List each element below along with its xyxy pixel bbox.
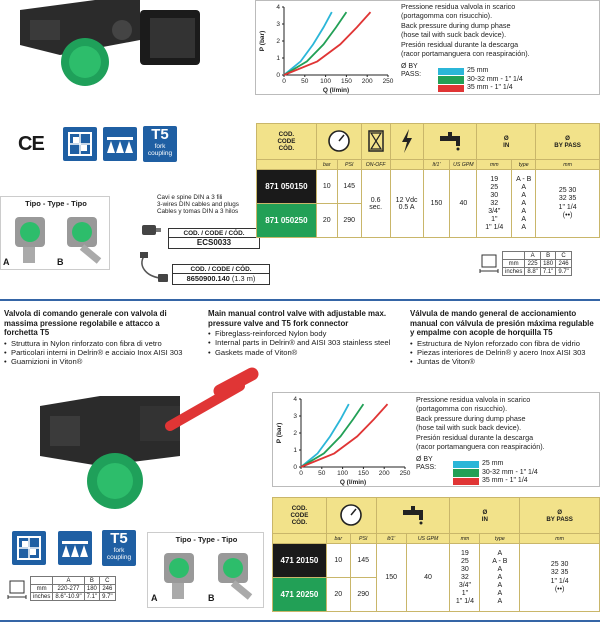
- electric-valve-photo: [0, 0, 235, 100]
- sub-type-b: type: [480, 534, 520, 544]
- series-line-2: [301, 404, 363, 467]
- x-tick-label: 200: [361, 78, 373, 85]
- code-8650900: 8650900.140: [186, 274, 230, 283]
- t5-sub1: fork: [154, 143, 166, 150]
- bypass-legend-bottom: [416, 456, 538, 486]
- code-ecs0033: ECS0033: [196, 238, 232, 247]
- t5-sub2-b: coupling: [106, 554, 132, 561]
- hdr-bypass: Ø BY PASS: [536, 124, 600, 160]
- y-axis-label: P (bar): [276, 422, 283, 444]
- sub-volt: [390, 160, 423, 170]
- dimension-diagram-icon-bottom: [6, 579, 30, 603]
- bypass-30: 30-32 mm - 1" 1/4: [467, 75, 523, 83]
- code-47120250: 471 20250: [273, 578, 327, 612]
- sub-mm-b: mm: [450, 534, 480, 544]
- y-tick-label: 2: [276, 38, 280, 45]
- item-en-1: • Fibreglass-reinforced Nylon body: [208, 329, 404, 338]
- sub-bypass-mm: mm: [536, 160, 600, 170]
- sub-bar: bar: [316, 160, 337, 170]
- title-es: Válvula de mando general de accionamiento manual con válvula de presión máxima regulable y empalme con acople de horquilla T5: [410, 309, 594, 338]
- code-box-cable1: [168, 228, 260, 249]
- title-en: Main manual control valve with adjustable max. pressure valve and T5 fork connector: [208, 309, 387, 328]
- bypass-30-b: 30-32 mm - 1" 1/4: [482, 468, 538, 476]
- x-tick-label: 50: [301, 78, 309, 85]
- psi-1: 145: [337, 170, 361, 204]
- pressure-flow-chart-top: [255, 0, 600, 95]
- y-tick-label: 0: [293, 464, 297, 471]
- legend-it-1-b: Pressione residua valvola in scarico: [416, 395, 531, 404]
- manometer-icon: [316, 124, 361, 160]
- tipo-b: B: [57, 257, 64, 267]
- item-en-2: • Internal parts in Delrin® and AISI 303 stainless steel: [208, 338, 404, 347]
- bar-2: 20: [316, 204, 337, 238]
- bypass-cell-b: 25 30 32 35 1" 1/4 (••): [520, 544, 600, 612]
- legend-it-2-b: (portagomma con risucchio).: [416, 403, 508, 413]
- chart-svg-top: [256, 1, 396, 96]
- code-label-1: COD. / CODE / CÓD.: [169, 229, 259, 238]
- y-tick-label: 0: [276, 72, 280, 79]
- section-separator: [0, 299, 600, 301]
- gpm-cell-b: 40: [406, 544, 450, 612]
- bypass-legend-top: [401, 63, 523, 93]
- cable-note-it: Cavi e spine DIN a 3 fili: [157, 194, 223, 201]
- lightning-icon: [390, 124, 423, 160]
- psi-1-b: 145: [350, 544, 376, 578]
- hdr-cod-b: COD. CODE CÓD.: [273, 498, 327, 534]
- item-it-3: • Guarnizioni in Viton®: [4, 357, 194, 366]
- x-axis-label: Q (l/min): [322, 87, 350, 94]
- item-es-3: • Juntas de Viton®: [410, 357, 600, 366]
- x-tick-label: 150: [340, 78, 352, 85]
- y-tick-label: 3: [293, 413, 297, 420]
- t5-label-b: T5: [110, 530, 128, 547]
- legend-en-1-b: Back pressure during dump phase: [416, 414, 526, 423]
- manometer-icon-b: [326, 498, 376, 534]
- cable-plug-icon: [138, 252, 170, 286]
- t5-fork-coupling-icon-b: [102, 530, 136, 566]
- y-tick-label: 4: [293, 396, 297, 403]
- x-tick-label: 250: [382, 78, 394, 85]
- ce-mark: CE: [18, 133, 44, 155]
- hdr-cod: COD. CODE CÓD.: [257, 124, 317, 160]
- sub-bypass-mm-b: mm: [520, 534, 600, 544]
- volt-cell: 12 Vdc 0.5 A: [390, 170, 423, 238]
- sub-type: type: [512, 160, 536, 170]
- text-col-it: [4, 309, 194, 366]
- hdr-in: Ø IN: [477, 124, 536, 160]
- psi-2-b: 290: [350, 578, 376, 612]
- x-tick-label: 100: [320, 78, 332, 85]
- item-it-1: • Struttura in Nylon rinforzato con fibra di vetro: [4, 339, 194, 348]
- x-tick-label: 0: [299, 470, 303, 477]
- in-type-cell: A - B A A A A A A: [512, 170, 536, 238]
- bypass-label-b: Ø BY PASS:: [416, 456, 437, 472]
- bypass-label: Ø BY PASS:: [401, 63, 422, 79]
- tipo-b-b: B: [208, 593, 215, 603]
- code-47120150: 471 20150: [273, 544, 327, 578]
- legend-es-1-b: Presión residual durante la descarga: [416, 433, 534, 442]
- x-tick-label: 0: [282, 78, 286, 85]
- x-tick-label: 100: [337, 470, 349, 477]
- bar-2-b: 20: [326, 578, 350, 612]
- code-label-2: COD. / CODE / CÓD.: [173, 265, 269, 274]
- dimension-diagram-icon-top: [478, 253, 502, 277]
- pressure-flow-chart-bottom: [272, 392, 600, 487]
- t5-sub2: coupling: [147, 150, 173, 157]
- x-tick-label: 150: [357, 470, 369, 477]
- bypass-cell: 25 30 32 35 1" 1/4 (••): [536, 170, 600, 238]
- lt-cell: 150: [423, 170, 450, 238]
- hdr-bypass-b: Ø BY PASS: [520, 498, 600, 534]
- tipo-label-b: Tipo - Type - Tipo: [175, 535, 238, 544]
- y-tick-label: 3: [276, 21, 280, 28]
- legend-en-1: Back pressure during dump phase: [401, 21, 511, 30]
- bypass-25-b: 25 mm: [482, 460, 504, 468]
- item-it-2: • Particolari interni in Delrin® e acciaio Inox AISI 303: [4, 348, 194, 357]
- x-axis-label: Q (l/min): [339, 479, 367, 486]
- code-871050250: 871 050250: [257, 204, 317, 238]
- legend-en-2-b: (hose tail with suck back device).: [416, 422, 522, 432]
- item-es-1: • Estructura de Nylon reforzado con fibra de vidrio: [410, 339, 600, 348]
- sub-gpm-b: US GPM: [406, 534, 450, 544]
- code-box-cable2: [172, 264, 270, 285]
- legend-it-2: (portagomma con risucchio).: [401, 10, 493, 20]
- in-mm-cell: 19 25 30 32 3/4" 1" 1" 1/4: [477, 170, 512, 238]
- sub-mm: mm: [477, 160, 512, 170]
- sub-lt-b: lt/1': [376, 534, 406, 544]
- tipo-a: A: [3, 257, 10, 267]
- dimension-table-top: A B C mm 225 180 246 inches 8.8" 7.1" 9.7": [502, 251, 572, 276]
- bar-1: 10: [316, 170, 337, 204]
- valve-diagram-icon: [63, 127, 97, 161]
- cable-note-es: Cables y tomas DIN a 3 hilos: [157, 208, 239, 215]
- bypass-35-b: 35 mm - 1" 1/4: [482, 477, 528, 485]
- item-es-2: • Piezas interiores de Delrin® y acero Inox AISI 303: [410, 348, 600, 357]
- lt-cell-b: 150: [376, 544, 406, 612]
- t5-sub1-b: fork: [113, 547, 125, 554]
- x-tick-label: 250: [399, 470, 411, 477]
- sub-psi: PSI: [337, 160, 361, 170]
- gpm-cell: 40: [450, 170, 477, 238]
- legend-it-1: Pressione residua valvola in scarico: [401, 2, 516, 11]
- spray-icon: [103, 127, 137, 161]
- bar-1-b: 10: [326, 544, 350, 578]
- spec-table-top: [256, 123, 600, 238]
- in-type-cell-b: A A - B A A A A A: [480, 544, 520, 612]
- cable-note: [157, 194, 239, 215]
- text-col-es: [410, 309, 600, 366]
- bottom-separator: [0, 620, 600, 622]
- code-871050150: 871 050150: [257, 170, 317, 204]
- t5-label: T5: [151, 126, 169, 143]
- valve-diagram-icon-b: [12, 531, 46, 565]
- series-line-2: [284, 12, 346, 75]
- spec-table-bottom: [272, 497, 600, 612]
- sub-onoff: ON-OFF: [361, 160, 390, 170]
- sub-gpm: US GPM: [450, 160, 477, 170]
- t5-fork-coupling-icon: [143, 126, 177, 162]
- bypass-25: 25 mm: [467, 67, 489, 75]
- chart-svg-bottom: [273, 393, 413, 488]
- legend-es-2-b: (racor portamanguera con reaspiración).: [416, 441, 545, 451]
- y-tick-label: 2: [293, 430, 297, 437]
- sub-psi-b: PSI: [350, 534, 376, 544]
- tipo-label: Tipo - Type - Tipo: [25, 199, 87, 208]
- bypass-35: 35 mm - 1" 1/4: [467, 84, 513, 92]
- legend-en-2: (hose tail with suck back device).: [401, 29, 507, 39]
- y-tick-label: 4: [276, 4, 280, 11]
- in-mm-cell-b: 19 25 30 32 3/4" 1" 1" 1/4: [450, 544, 480, 612]
- manual-valve-photo: [30, 366, 270, 516]
- code-cable-len: (1.3 m): [231, 274, 256, 283]
- tipo-a-b: A: [151, 593, 158, 603]
- item-en-3: • Gaskets made of Viton®: [208, 348, 404, 357]
- text-col-en: [208, 309, 404, 357]
- dimension-table-bottom: A B C mm 220-277 180 246 inches 8.6"-10.9" 7.1" 9.7": [30, 576, 116, 601]
- sub-lt: lt/1': [423, 160, 450, 170]
- hdr-in-b: Ø IN: [450, 498, 520, 534]
- y-axis-label: P (bar): [259, 30, 266, 52]
- tap-icon-b: [376, 498, 450, 534]
- legend-es-1: Presión residual durante la descarga: [401, 40, 519, 49]
- x-tick-label: 200: [378, 470, 390, 477]
- title-it: Valvola di comando generale con valvola di massima pressione regolabile e attacco a forchetta T5: [4, 309, 167, 338]
- y-tick-label: 1: [276, 55, 280, 62]
- y-tick-label: 1: [293, 447, 297, 454]
- tipo-box-top: [0, 196, 110, 270]
- tipo-box-bottom: [147, 532, 264, 608]
- hourglass-icon: [361, 124, 390, 160]
- tap-icon: [423, 124, 477, 160]
- onoff-cell: 0.6 sec.: [361, 170, 390, 238]
- cable-note-en: 3-wires DIN cables and plugs: [157, 201, 239, 208]
- sub-bar-b: bar: [326, 534, 350, 544]
- spray-icon-b: [58, 531, 92, 565]
- x-tick-label: 50: [318, 470, 326, 477]
- legend-es-2: (racor portamanguera con reaspiración).: [401, 48, 530, 58]
- psi-2: 290: [337, 204, 361, 238]
- plug-icon: [140, 222, 162, 240]
